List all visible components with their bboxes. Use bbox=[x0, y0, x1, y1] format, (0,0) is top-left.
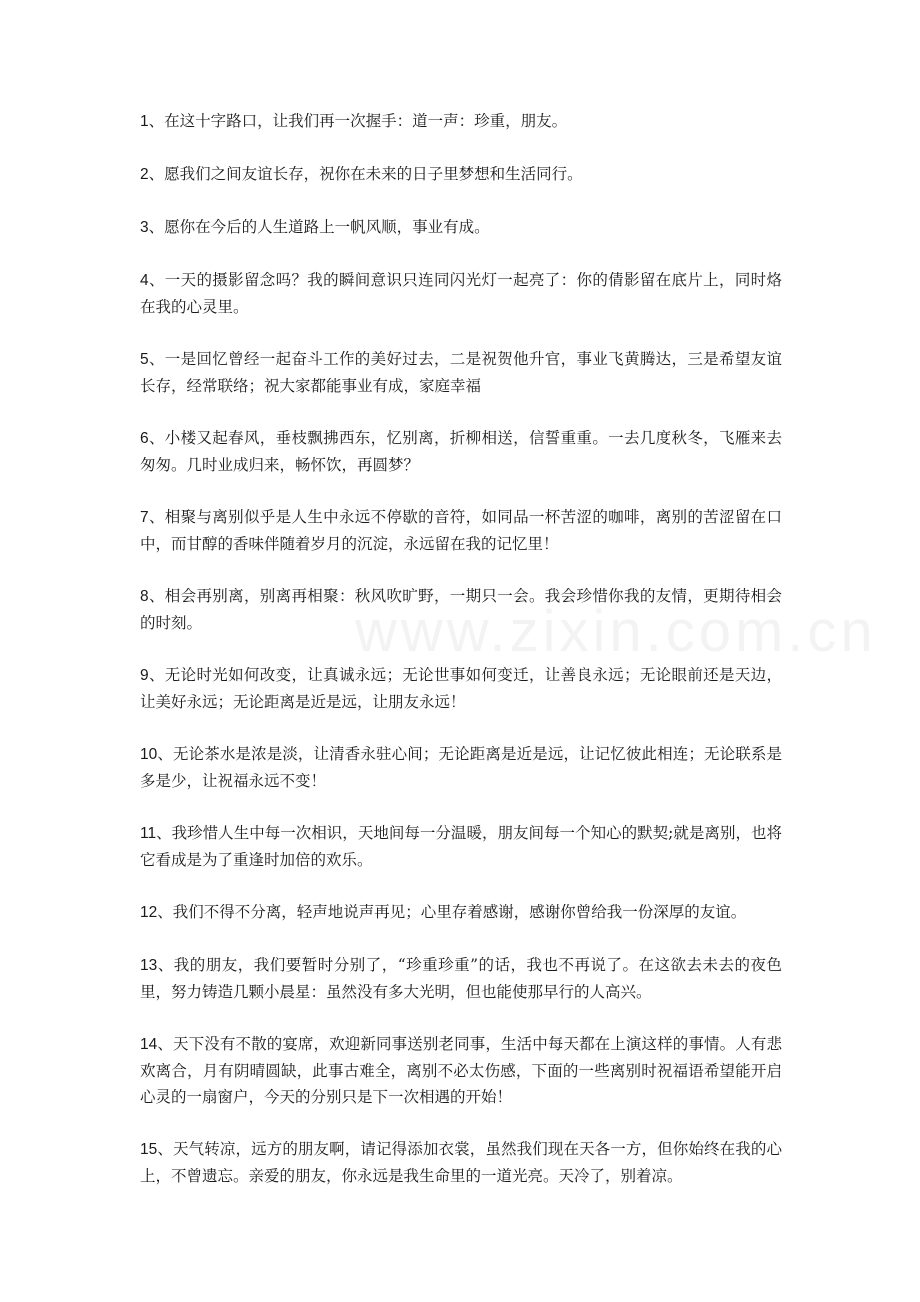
list-item bbox=[140, 820, 782, 873]
document-body bbox=[140, 108, 782, 1215]
item-number: 9 bbox=[140, 667, 149, 684]
item-number: 4 bbox=[140, 272, 149, 289]
item-text: 、我的朋友，我们要暂时分别了，“珍重珍重”的话，我也不再说了。在这欲去未去的夜色里，努力铸造几颗小晨星：虽然没有多大光明，但也能使那早行的人高兴。 bbox=[140, 956, 782, 1001]
list-item bbox=[140, 267, 782, 320]
list-item bbox=[140, 1136, 782, 1189]
item-text: 、相聚与离别似乎是人生中永远不停歇的音符，如同品一杯苦涩的咖啡，离别的苦涩留在口中，而甘醇的香味伴随着岁月的沉淀，永远留在我的记忆里！ bbox=[140, 508, 782, 553]
item-text: 、一是回忆曾经一起奋斗工作的美好过去，二是祝贺他升官，事业飞黄腾达，三是希望友谊长存，经常联络；祝大家都能事业有成，家庭幸福 bbox=[140, 350, 782, 395]
item-text: 、无论茶水是浓是淡，让清香永驻心间；无论距离是近是远，让记忆彼此相连；无论联系是多是少，让祝福永远不变！ bbox=[140, 745, 782, 790]
list-item bbox=[140, 583, 782, 636]
item-text: 、在这十字路口，让我们再一次握手：道一声：珍重，朋友。 bbox=[148, 112, 568, 130]
item-number: 1 bbox=[140, 113, 149, 130]
watermark: www.zixin.com.cn bbox=[355, 599, 877, 664]
list-item bbox=[140, 899, 782, 926]
item-number: 12 bbox=[140, 904, 158, 921]
item-text: 、天下没有不散的宴席，欢迎新同事送别老同事，生活中每天都在上演这样的事情。人有悲欢离合，月有阴晴圆缺，此事古难全，离别不必太伤感，下面的一些离别时祝福语希望能开启心灵的一扇窗户，今天的分别只是下一次相遇的开始！ bbox=[140, 1035, 782, 1106]
item-text: 、我珍惜人生中每一次相识，天地间每一分温暖，朋友间每一个知心的默契;就是离别，也将它看成是为了重逢时加倍的欢乐。 bbox=[140, 824, 782, 869]
list-item bbox=[140, 346, 782, 399]
list-item bbox=[140, 741, 782, 794]
item-text: 、愿你在今后的人生道路上一帆风顺，事业有成。 bbox=[148, 218, 490, 236]
item-number: 13 bbox=[140, 957, 158, 974]
list-item bbox=[140, 662, 782, 715]
item-number: 3 bbox=[140, 219, 149, 236]
list-item bbox=[140, 952, 782, 1005]
item-number: 11 bbox=[140, 825, 157, 842]
item-text: 、无论时光如何改变，让真诚永远；无论世事如何变迁，让善良永远；无论眼前还是天边，让美好永远；无论距离是近是远，让朋友永远！ bbox=[140, 666, 782, 711]
item-text: 、相会再别离，别离再相聚：秋风吹旷野，一期只一会。我会珍惜你我的友情，更期待相会的时刻。 bbox=[140, 587, 782, 632]
item-text: 、天气转凉，远方的朋友啊，请记得添加衣裳，虽然我们现在天各一方，但你始终在我的心上，不曾遗忘。亲爱的朋友，你永远是我生命里的一道光亮。天冷了，别着凉。 bbox=[140, 1140, 782, 1185]
list-item bbox=[140, 108, 782, 135]
item-number: 10 bbox=[140, 746, 158, 763]
item-number: 6 bbox=[140, 430, 149, 447]
list-item bbox=[140, 504, 782, 557]
item-number: 14 bbox=[140, 1036, 158, 1053]
list-item bbox=[140, 214, 782, 241]
item-number: 7 bbox=[140, 509, 149, 526]
item-text: 、小楼又起春风，垂枝飘拂西东，忆别离，折柳相送，信誓重重。一去几度秋冬，飞雁来去匆匆。几时业成归来，畅怀饮，再圆梦？ bbox=[140, 429, 782, 474]
item-number: 8 bbox=[140, 588, 149, 605]
item-text: 、我们不得不分离，轻声地说声再见；心里存着感谢，感谢你曾给我一份深厚的友谊。 bbox=[157, 903, 747, 921]
item-number: 5 bbox=[140, 351, 149, 368]
list-item bbox=[140, 1031, 782, 1110]
list-item bbox=[140, 161, 782, 188]
item-text: 、一天的摄影留念吗？我的瞬间意识只连同闪光灯一起亮了：你的倩影留在底片上，同时烙在我的心灵里。 bbox=[140, 271, 782, 316]
list-item bbox=[140, 425, 782, 478]
item-number: 2 bbox=[140, 166, 149, 183]
item-text: 、愿我们之间友谊长存，祝你在未来的日子里梦想和生活同行。 bbox=[148, 165, 583, 183]
item-number: 15 bbox=[140, 1141, 158, 1158]
